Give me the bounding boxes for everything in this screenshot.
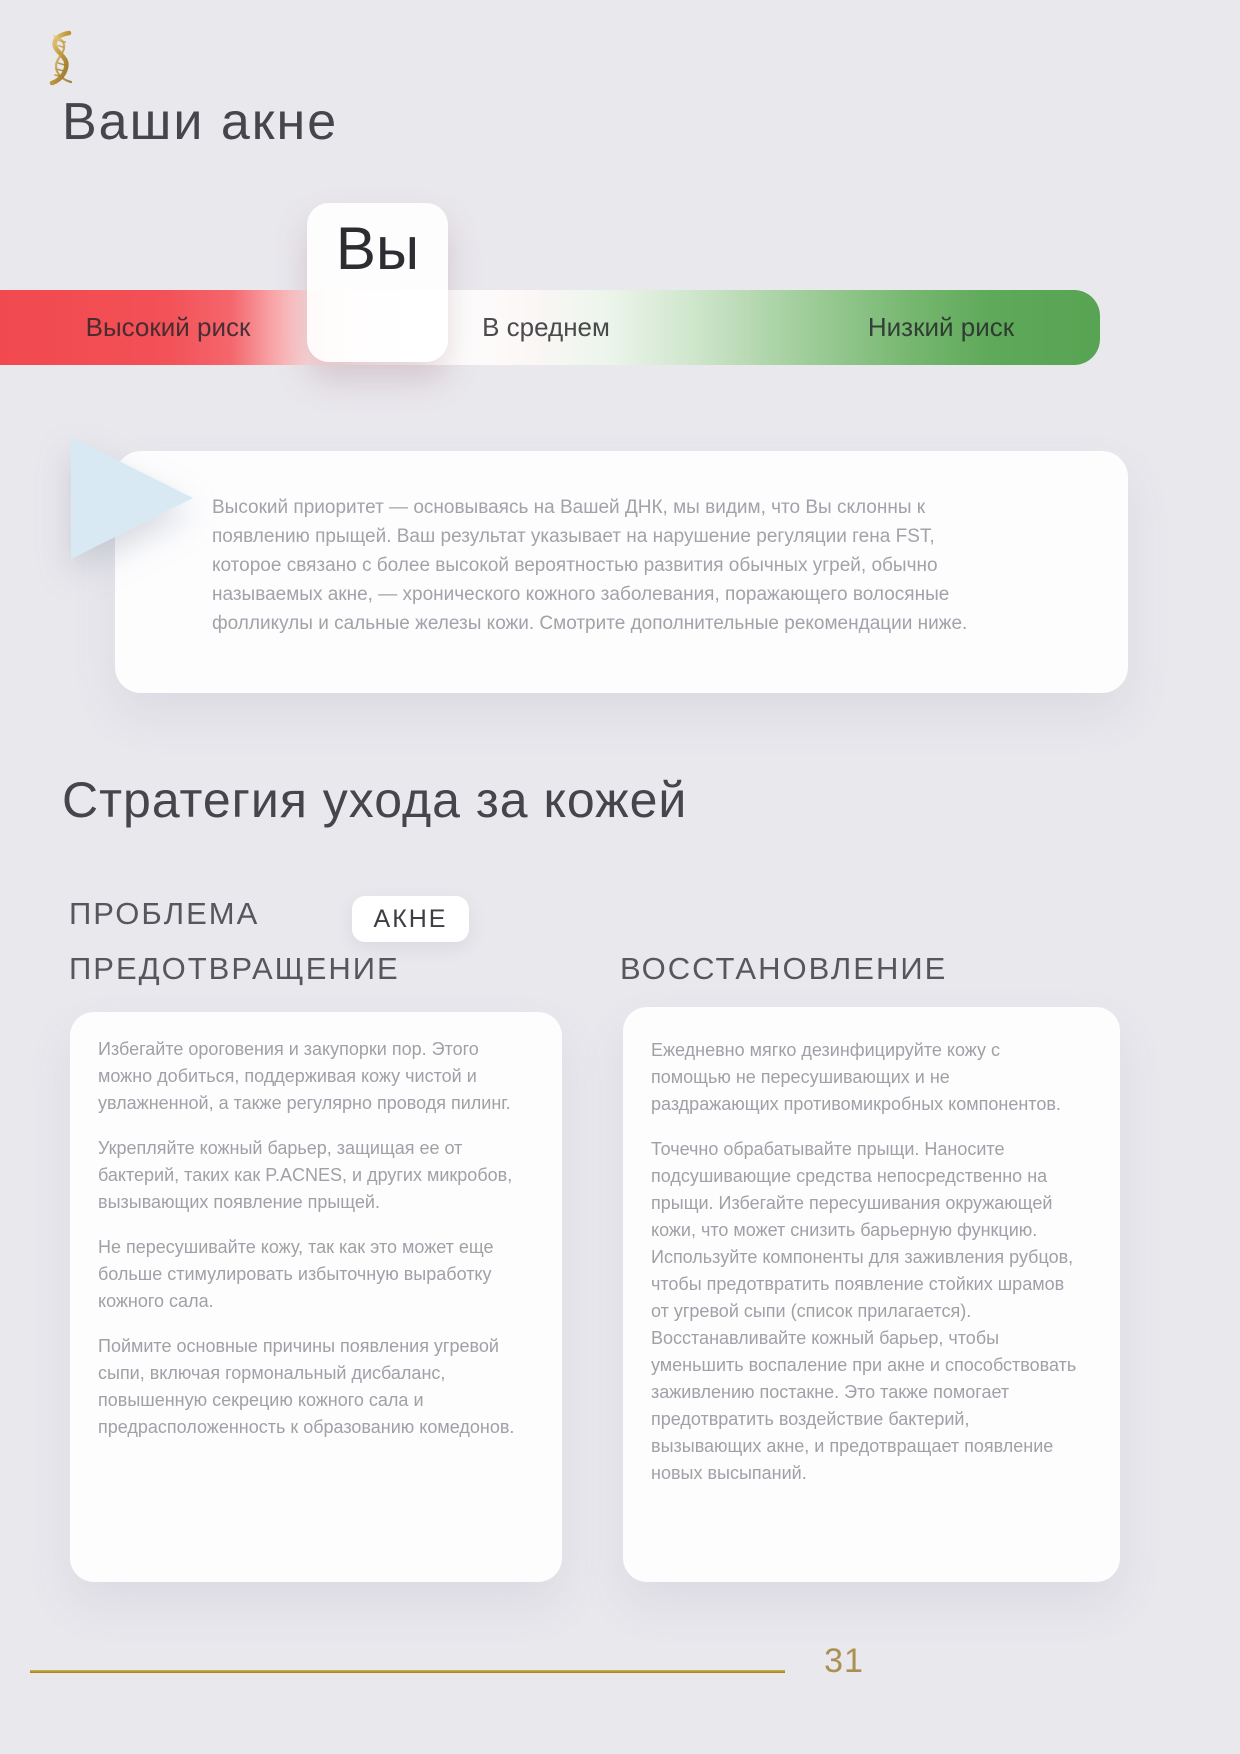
prevention-paragraph: Укрепляйте кожный барьер, защищая ее от бактерий, таких как P.ACNES, и других микробов, вызывающих появление прыщей. (98, 1138, 513, 1212)
prevention-paragraph: Избегайте ороговения и закупорки пор. Этого можно добиться, поддерживая кожу чистой и увлажненной, а также регулярно проводя пилинг. (98, 1039, 511, 1113)
summary-card (115, 451, 1128, 693)
restoration-paragraph: Точечно обрабатывайте прыщи. Наносите подсушивающие средства непосредственно на прыщи. Избегайте пересушивания окружающей кожи, что может снизить барьерную функцию. Используйте компоненты для заживления рубцов, чтобы предотвратить появление стойких шрамов от угревой сыпи (список прилагается). Восстанавливайте кожный барьер, чтобы уменьшить воспаление при акне и способствовать заживлению постакне. Это также помогает предотвратить воздействие бактерий, вызывающих акне, и предотвращает появление новых высыпаний. (651, 1139, 1077, 1483)
risk-label-high: Высокий риск (85, 312, 251, 342)
footer-divider (30, 1670, 785, 1673)
prevention-card (70, 1012, 562, 1582)
strategy-section-title: Стратегия ухода за кожей (62, 772, 688, 828)
restoration-card (623, 1007, 1120, 1582)
page-title: Ваши акне (62, 93, 339, 151)
page-number: 31 (824, 1642, 864, 1680)
dna-helix-icon (44, 30, 80, 88)
restoration-paragraph: Ежедневно мягко дезинфицируйте кожу с помощью не пересушивающих и не раздражающих противомикробных компонентов. (651, 1040, 1061, 1114)
risk-label-medium: В среднем (482, 312, 610, 342)
pointer-triangle-icon (71, 437, 193, 559)
prevention-paragraph: Поймите основные причины появления угревой сыпи, включая гормональный дисбаланс, повышенную секрецию кожного сала и предрасположенность к образованию комедонов. (98, 1336, 515, 1437)
risk-gradient-bar (0, 290, 1100, 365)
summary-text: Высокий приоритет — основываясь на Вашей ДНК, мы видим, что Вы склонны к появлению прыщей. Ваш результат указывает на нарушение регуляции гена FST, которое связано с более высокой вероятностью развития обычных угрей, обычно называемых акне, — хронического кожного заболевания, поражающего волосяные фолликулы и сальные железы кожи. Смотрите дополнительные рекомендации ниже. (212, 497, 968, 634)
your-result-marker (307, 203, 448, 362)
problem-label: ПРОБЛЕМА (69, 896, 260, 931)
prevention-paragraph: Не пересушивайте кожу, так как это может еще больше стимулировать избыточную выработку кожного сала. (98, 1237, 494, 1311)
restoration-column-header: ВОССТАНОВЛЕНИЕ (620, 951, 948, 986)
problem-value-badge: АКНЕ (352, 896, 469, 942)
your-result-label: Вы (335, 215, 420, 282)
prevention-column-header: ПРЕДОТВРАЩЕНИЕ (69, 951, 400, 986)
risk-label-low: Низкий риск (867, 312, 1015, 342)
